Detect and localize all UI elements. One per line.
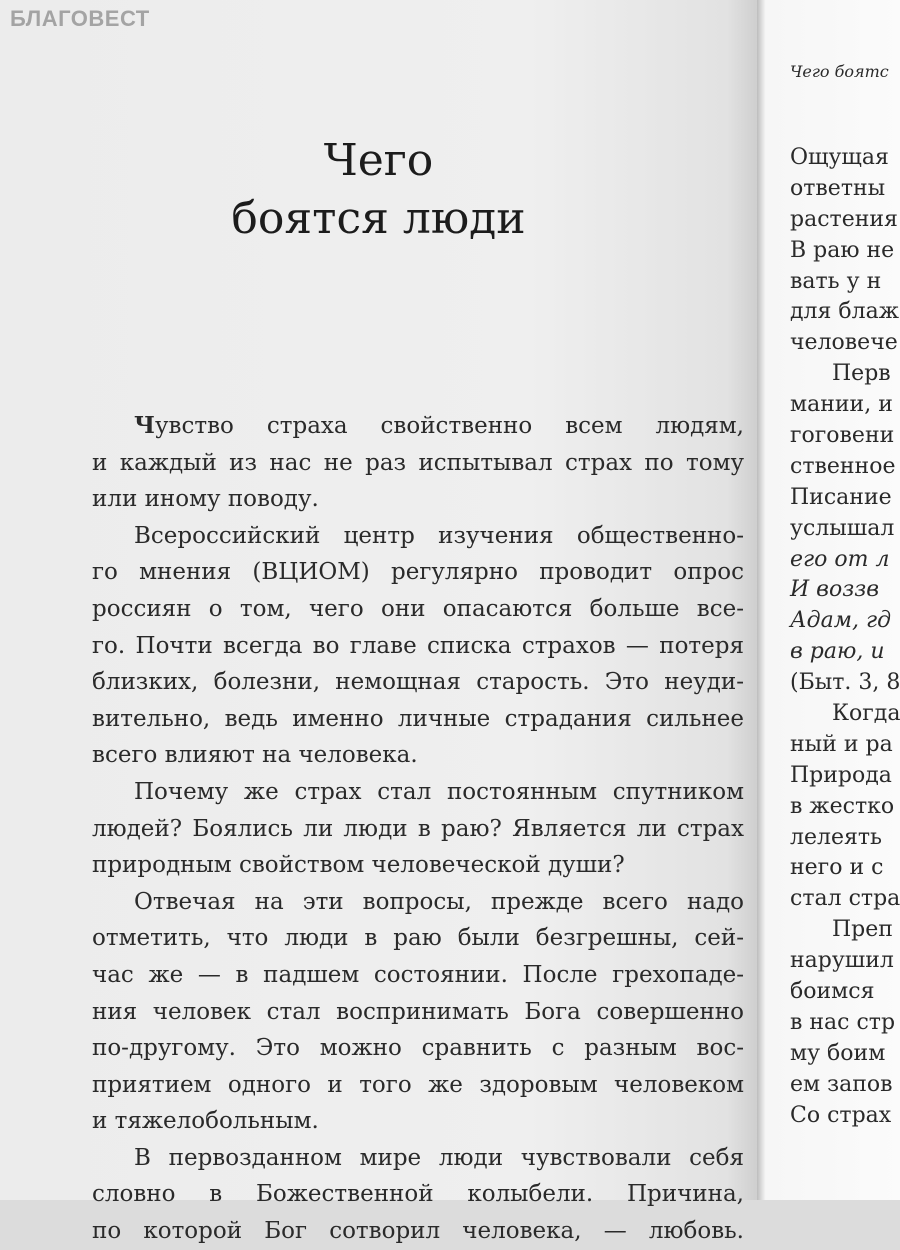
text-line: В первозданном мире люди чувствовали себя bbox=[134, 1144, 744, 1171]
text-line: природным свойством человеческой души? bbox=[92, 852, 625, 879]
text-line: человече bbox=[790, 330, 898, 356]
watermark: БЛАГОВЕСТ bbox=[10, 6, 150, 31]
drop-letter: Ч bbox=[134, 412, 156, 439]
text-line: или иному поводу. bbox=[92, 486, 319, 513]
text-line: Природа bbox=[790, 762, 892, 788]
text-line: людей? Боялись ли люди в раю? Является ли страх bbox=[92, 815, 744, 842]
chapter-title-line-1: Чего bbox=[323, 135, 434, 186]
text-line: ем запов bbox=[790, 1071, 893, 1097]
text-line: И воззв bbox=[790, 577, 880, 603]
text-line: Писание bbox=[790, 484, 892, 510]
running-header: Чего боятс bbox=[790, 62, 889, 81]
text-line: Ощущая bbox=[790, 145, 889, 170]
text-line: в жестко bbox=[790, 793, 895, 819]
right-page-text bbox=[790, 143, 900, 1132]
text-line: Когда bbox=[832, 701, 900, 727]
text-line: Преп bbox=[832, 917, 893, 943]
body-text bbox=[92, 408, 744, 1250]
text-line: в раю, и bbox=[790, 639, 885, 665]
text-line: и тяжелобольным. bbox=[92, 1108, 319, 1135]
paragraph bbox=[92, 774, 744, 884]
text-line: Адам, гд bbox=[790, 608, 892, 634]
text-line: лелеять bbox=[790, 824, 883, 850]
paragraph bbox=[92, 518, 744, 774]
text-line: В раю не bbox=[790, 237, 895, 263]
text-line: ный и ра bbox=[790, 731, 893, 757]
text-line: россиян о том, чего они опасаются больше все- bbox=[92, 595, 744, 622]
text-line: Чувство страха свойственно всем людям, bbox=[134, 412, 744, 439]
text-line: услышал bbox=[790, 515, 895, 541]
text-line: Со страх bbox=[790, 1102, 892, 1128]
text-line: час же — в падшем состоянии. После грехопаде- bbox=[92, 961, 744, 988]
chapter-title-line-2: боятся люди bbox=[231, 193, 526, 244]
text-line: и каждый из нас не раз испытывал страх по тому bbox=[92, 449, 744, 476]
text-line: его от л bbox=[790, 546, 890, 572]
text-line: ния человек стал воспринимать Бога совершенно bbox=[92, 998, 744, 1025]
text-line: всего влияют на человека. bbox=[92, 742, 418, 769]
text-line: Перв bbox=[832, 361, 891, 387]
text-line: нарушил bbox=[790, 948, 894, 974]
text-line: для блаж bbox=[790, 299, 899, 325]
paragraph bbox=[92, 884, 744, 1140]
chapter-title bbox=[0, 132, 757, 248]
text-line: отметить, что люди в раю были безгрешны, сей- bbox=[92, 925, 744, 952]
text-line: ственное bbox=[790, 453, 896, 479]
paragraph bbox=[92, 408, 744, 518]
text-line: по которой Бог сотворил человека, — любовь. bbox=[92, 1218, 744, 1245]
text-line: приятием одного и того же здоровым человеком bbox=[92, 1071, 744, 1098]
text-line: го. Почти всегда во главе списка страхов — потеря bbox=[92, 632, 744, 659]
text-line: боимся bbox=[790, 979, 875, 1005]
paragraph bbox=[92, 1140, 744, 1250]
text-line: словно в Божественной колыбели. Причина, bbox=[92, 1181, 744, 1208]
text-line: го мнения (ВЦИОМ) регулярно проводит опрос bbox=[92, 559, 744, 586]
text-line: мании, и bbox=[790, 392, 893, 418]
text-line: гоговени bbox=[790, 423, 895, 449]
text-line: близких, болезни, немощная старость. Это неуди- bbox=[92, 669, 744, 696]
right-page bbox=[757, 0, 900, 1200]
text-line: по-другому. Это можно сравнить с разным вос- bbox=[92, 1035, 744, 1062]
text-line: в нас стр bbox=[790, 1009, 896, 1035]
text-line: му боим bbox=[790, 1040, 886, 1066]
text-line: стал стра bbox=[790, 886, 900, 912]
text-line: Всероссийский центр изучения общественно- bbox=[134, 522, 744, 549]
text-line: растения bbox=[790, 206, 898, 232]
text-line: Почему же страх стал постоянным спутником bbox=[134, 778, 744, 805]
text-line: Отвечая на эти вопросы, прежде всего надо bbox=[134, 888, 744, 915]
text-line: (Быт. 3, 8 bbox=[790, 670, 900, 696]
text-line: ответны bbox=[790, 175, 886, 201]
text-line: него и с bbox=[790, 855, 884, 881]
text-line: вать у н bbox=[790, 268, 882, 294]
text-line: вительно, ведь именно личные страдания сильнее bbox=[92, 705, 744, 732]
